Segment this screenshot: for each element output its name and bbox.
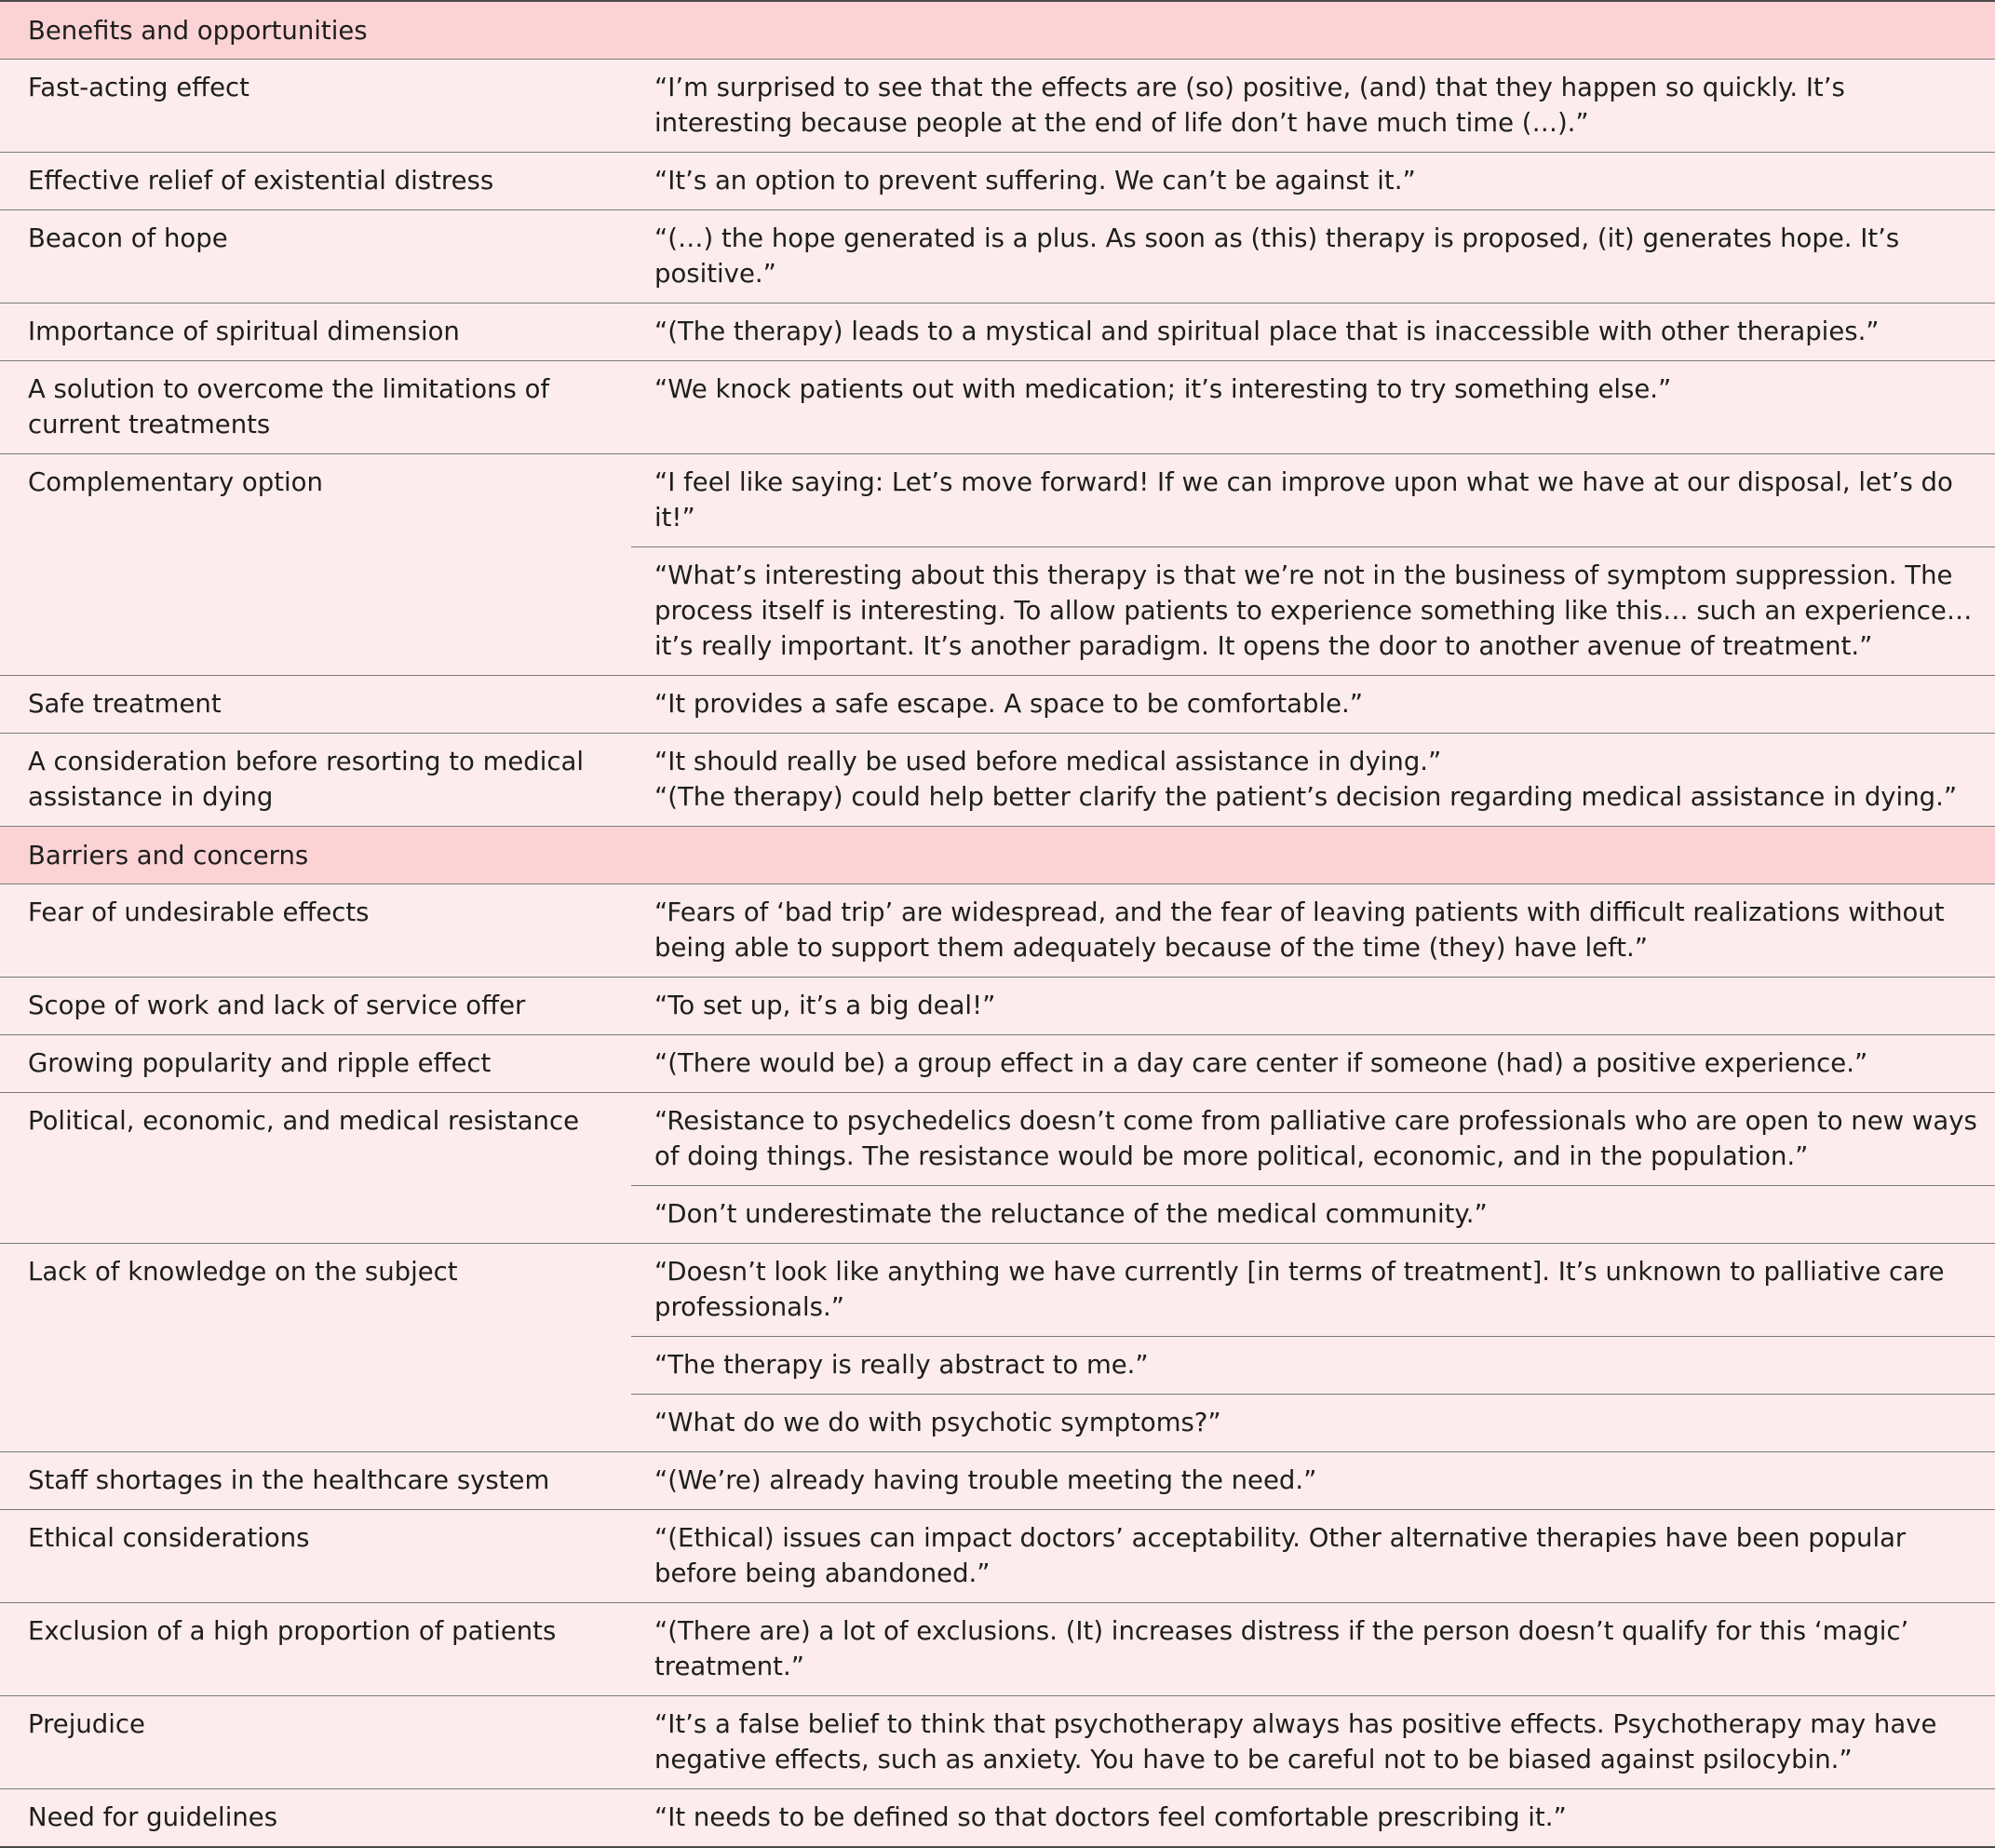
theme-quote (631, 734, 1995, 827)
table-row (0, 978, 1995, 1035)
theme-label: Fast-acting effect (0, 60, 631, 153)
table-row (0, 153, 1995, 210)
theme-quote: “What do we do with psychotic symptoms?” (631, 1395, 1995, 1452)
theme-quote: “Fears of ‘bad trip’ are widespread, and the fear of leaving patients with difficult realizations without being able to support them adequately because of the time (they) have left.” (631, 884, 1995, 978)
theme-label: Ethical considerations (0, 1510, 631, 1603)
theme-label: Staff shortages in the healthcare system (0, 1452, 631, 1510)
theme-quote: “Resistance to psychedelics doesn’t come from palliative care professionals who are open to new ways of doing things. The resistance would be more political, economic, and in the population.” (631, 1093, 1995, 1186)
theme-quote: “It needs to be defined so that doctors feel comfortable prescribing it.” (631, 1789, 1995, 1848)
theme-quote: “(The therapy) leads to a mystical and spiritual place that is inaccessible with other therapies.” (631, 304, 1995, 361)
theme-quote: “We knock patients out with medication; it’s interesting to try something else.” (631, 361, 1995, 454)
theme-quote: “It’s an option to prevent suffering. We can’t be against it.” (631, 153, 1995, 210)
table-row (0, 884, 1995, 978)
theme-quote: “I’m surprised to see that the effects are (so) positive, (and) that they happen so quickly. It’s interesting because people at the end of life don’t have much time (…).” (631, 60, 1995, 153)
themes-table-body (0, 1, 1995, 1847)
theme-label: Need for guidelines (0, 1789, 631, 1848)
table-row (0, 210, 1995, 304)
section-header-row (0, 1, 1995, 60)
theme-quote: “(Ethical) issues can impact doctors’ acceptability. Other alternative therapies have been popular before being abandoned.” (631, 1510, 1995, 1603)
theme-label: A solution to overcome the limitations of current treatments (0, 361, 631, 454)
table-row (0, 1452, 1995, 1510)
theme-label: Prejudice (0, 1696, 631, 1789)
table-row (0, 1035, 1995, 1093)
table-row (0, 361, 1995, 454)
theme-label: Lack of knowledge on the subject (0, 1244, 631, 1452)
section-header-row (0, 827, 1995, 884)
quote-line: “It should really be used before medical assistance in dying.” (654, 747, 1442, 776)
theme-label: Growing popularity and ripple effect (0, 1035, 631, 1093)
theme-label: Complementary option (0, 454, 631, 676)
table-row (0, 454, 1995, 547)
theme-quote: “(…) the hope generated is a plus. As soon as (this) therapy is proposed, (it) generates hope. It’s positive.” (631, 210, 1995, 304)
table-row (0, 60, 1995, 153)
table-row (0, 1244, 1995, 1337)
theme-quote: “(There would be) a group effect in a day care center if someone (had) a positive experience.” (631, 1035, 1995, 1093)
table-row (0, 1696, 1995, 1789)
theme-quote: “To set up, it’s a big deal!” (631, 978, 1995, 1035)
table-row (0, 1789, 1995, 1848)
quote-line: “(The therapy) could help better clarify the patient’s decision regarding medical assistance in dying.” (654, 782, 1958, 812)
theme-label: Importance of spiritual dimension (0, 304, 631, 361)
theme-quote: “The therapy is really abstract to me.” (631, 1337, 1995, 1395)
theme-label: Political, economic, and medical resistance (0, 1093, 631, 1244)
table-row (0, 1603, 1995, 1696)
theme-quote: “(There are) a lot of exclusions. (It) increases distress if the person doesn’t qualify for this ‘magic’ treatment.” (631, 1603, 1995, 1696)
theme-quote: “I feel like saying: Let’s move forward! If we can improve upon what we have at our disposal, let’s do it!” (631, 454, 1995, 547)
theme-quote: “Don’t underestimate the reluctance of the medical community.” (631, 1186, 1995, 1244)
theme-quote: “It’s a false belief to think that psychotherapy always has positive effects. Psychotherapy may have negative effects, such as anxiety. You have to be careful not to be biased against psilocybin.” (631, 1696, 1995, 1789)
table-row (0, 304, 1995, 361)
theme-label: Effective relief of existential distress (0, 153, 631, 210)
theme-quote: “What’s interesting about this therapy is that we’re not in the business of symptom suppression. The process itself is interesting. To allow patients to experience something like this… such an experience… it’s really important. It’s another paradigm. It opens the door to another avenue of treatment.” (631, 547, 1995, 676)
theme-label: Scope of work and lack of service offer (0, 978, 631, 1035)
theme-label: Beacon of hope (0, 210, 631, 304)
theme-quote: “Doesn’t look like anything we have currently [in terms of treatment]. It’s unknown to palliative care professionals.” (631, 1244, 1995, 1337)
table-row (0, 1510, 1995, 1603)
theme-label: Fear of undesirable effects (0, 884, 631, 978)
table-row (0, 676, 1995, 734)
theme-label: Exclusion of a high proportion of patients (0, 1603, 631, 1696)
theme-quote: “(We’re) already having trouble meeting the need.” (631, 1452, 1995, 1510)
section-title: Barriers and concerns (0, 827, 1995, 884)
theme-label: Safe treatment (0, 676, 631, 734)
table-row (0, 1093, 1995, 1186)
table-row (0, 734, 1995, 827)
theme-label: A consideration before resorting to medical assistance in dying (0, 734, 631, 827)
section-title: Benefits and opportunities (0, 1, 1995, 60)
theme-quote: “It provides a safe escape. A space to be comfortable.” (631, 676, 1995, 734)
